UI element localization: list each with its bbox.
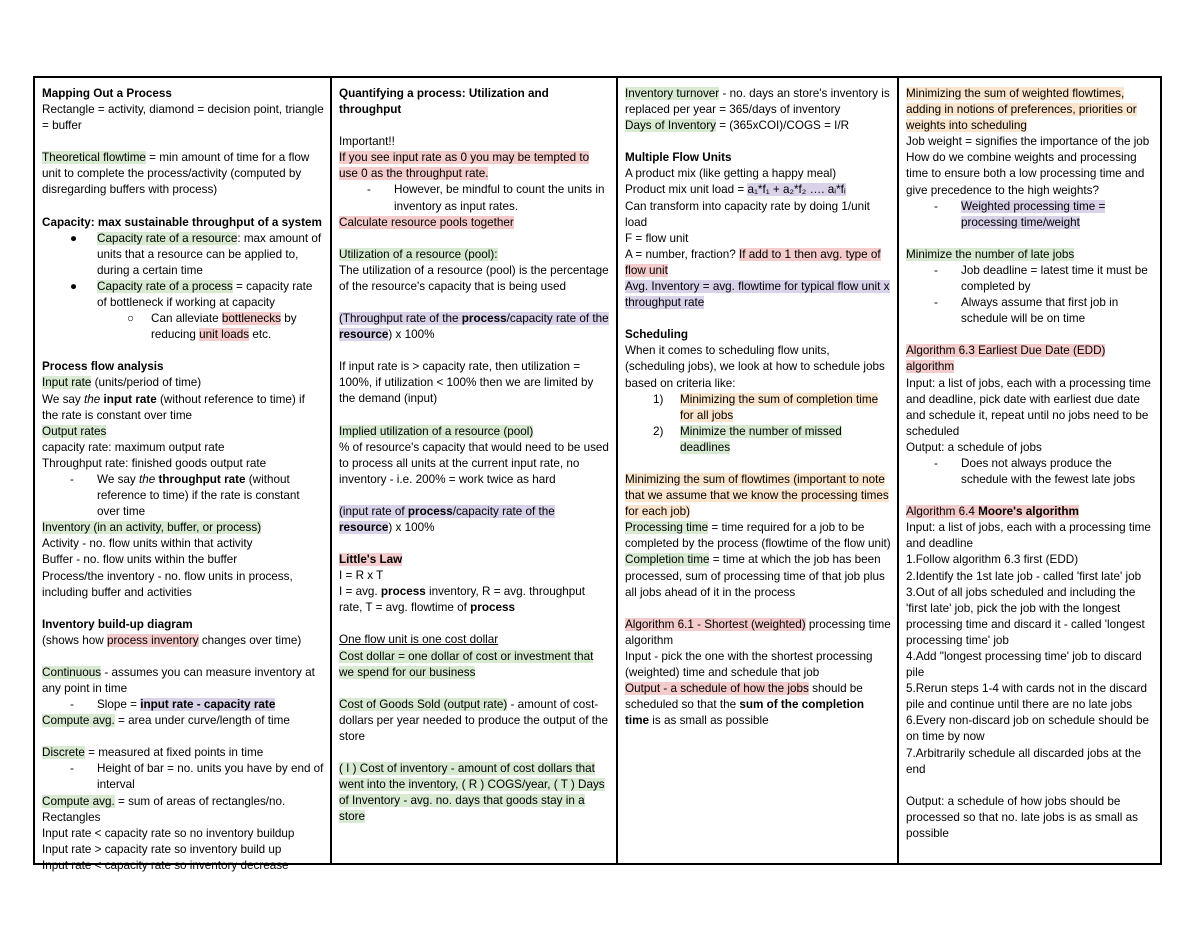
resource-pools-note: Calculate resource pools together [339,215,514,229]
list-item: ○ Can alleviate bottlenecks by reducing unit loads etc. [127,312,297,342]
edd-list [906,456,1154,488]
algorithm-6-4-output: Output: a schedule of how jobs should be processed so that no. late jobs is as small as possible [906,794,1138,840]
capacity-heading: Capacity: max sustainable throughput of a system [42,215,322,229]
cogs-def: Cost of Goods Sold (output rate) - amount of cost-dollars per year needed to produce the output of the store [339,697,609,743]
capacity-rate-def: capacity rate: maximum output rate [42,440,225,454]
list-item: - Height of bar = no. units you have by end of interval [70,762,324,792]
column-process-mapping [35,78,330,872]
throughput-list [42,472,324,520]
utilization-limit-note: If input rate is > capacity rate, then utilization = 100%, if utilization < 100% then we are limited by the demand (input) [339,360,594,406]
list-item: - Does not always produce the schedule with the fewest late jobs [934,456,1136,487]
avg-inventory-def: Avg. Inventory = avg. flowtime for typical flow unit x throughput rate [625,280,890,310]
product-mix-unit-load: Product mix unit load = a₁*f₁ + a₂*f₂ …. aᵢ*fᵢ [625,183,846,197]
moore-step-5: 5.Rerun steps 1-4 with cards not in the discard pile and continue until there are no late jobs [906,682,1148,712]
important-label: Important!! [339,135,395,149]
theoretical-flowtime-def: Theoretical flowtime = min amount of time for a flow unit to complete the process/activity (computed by disregarding buffers with process) [42,151,310,197]
column-utilization [330,78,616,863]
list-item: 2) Minimize the number of missed deadlines [653,424,842,454]
algorithm-6-3-output: Output: a schedule of jobs [906,440,1042,454]
algorithm-6-3-input: Input: a list of jobs, each with a processing time and deadline, pick date with earliest due date and schedule it, repeat until no jobs need to be scheduled [906,376,1151,438]
dash-icon: - [934,296,938,310]
capacity-list [42,231,324,344]
min-weighted-flowtimes: Minimizing the sum of weighted flowtimes, adding in notions of preferences, priorities or weights into scheduling [906,87,1137,133]
dash-icon: - [70,472,74,486]
list-number: 2) [653,424,664,438]
list-item: - Always assume that first job in schedule will be on time [934,296,1119,326]
processing-time-def: Processing time = time required for a job to be completed by the process (flowtime of the flow unit) [625,521,891,551]
warning-note: If you see input rate as 0 you may be tempted to use 0 as the throughput rate. [339,151,590,181]
inventory-turnover-def: Inventory turnover - no. days an store's inventory is replaced per year = 365/days of inventory [625,87,890,117]
algorithm-6-4: Algorithm 6.4 Moore's algorithm [906,505,1079,519]
dash-icon: - [367,183,371,197]
dash-icon: - [934,456,938,470]
activity-def: Activity - no. flow units within that activity [42,537,253,551]
late-jobs-list [906,263,1154,327]
bullet-icon: ● [70,231,78,245]
input-rate-note: We say the input rate (without reference to time) if the rate is constant over time [42,392,305,422]
scheduling-intro: When it comes to scheduling flow units, (scheduling jobs), we look at how to schedule jobs based on criteria like: [625,344,885,390]
weighted-list [906,199,1154,231]
utilization-label: Utilization of a resource (pool): [339,247,498,261]
discrete-def: Discrete = measured at fixed points in time [42,746,264,760]
days-of-inventory-def: Days of Inventory = (365xCOI)/COGS = I/R [625,119,850,133]
algorithm-6-1: Algorithm 6.1 - Shortest (weighted) processing time algorithm [625,617,891,647]
algorithm-6-1-output: Output - a schedule of how the jobs should be scheduled so that the sum of the completion time is as small as possible [625,682,865,728]
heading-mapping: Mapping Out a Process [42,87,172,100]
littles-law-terms: ( I ) Cost of inventory - amount of cost dollars that went into the inventory, ( R ) COGS/year, ( T ) Days of Inventory - avg. no. days that goods stay in a store [339,762,605,824]
list-number: 1) [653,392,664,406]
implied-utilization-def: % of resource's capacity that would need to be used to process all units at the current input rate, no inventory - i.e. 200% = work twice as hard [339,440,609,486]
input-rate-def: Input rate (units/period of time) [42,376,202,390]
algorithm-6-4-input: Input: a list of jobs, each with a processing time and deadline [906,521,1151,551]
process-inventory-def: Process/the inventory - no. flow units in process, including buffer and activities [42,569,293,599]
transform-note: Can transform into capacity rate by doing 1/unit load [625,199,870,229]
dash-icon: - [934,263,938,277]
discrete-list [42,761,324,793]
output-rates-label: Output rates [42,424,107,438]
list-item: - We say the throughput rate (without reference to time) if the rate is constant over time [70,472,300,519]
rate-rule-3: Input rate < capacity rate so inventory decrease [42,858,289,872]
list-item: 1) Minimizing the sum of completion time for all jobs [653,392,879,422]
list-item: ● Capacity rate of a process = capacity rate of bottleneck if working at capacity [70,279,313,310]
littles-law-heading: Little's Law [339,553,403,567]
littles-law-def: I = avg. process inventory, R = avg. throughput rate, T = avg. flowtime of process [339,585,586,615]
utilization-formula: (Throughput rate of the process/capacity rate of the resource) x 100% [339,312,609,342]
inventory-label: Inventory (in an activity, buffer, or process) [42,521,262,535]
moore-step-6: 6.Every non-discard job on schedule should be on time by now [906,714,1149,744]
list-item: - Weighted processing time = processing time/weight [934,199,1106,229]
moore-step-4: 4.Add "longest processing time' job to discard pile [906,650,1142,680]
algorithm-6-3: Algorithm 6.3 Earliest Due Date (EDD) algorithm [906,344,1106,374]
continuous-def: Continuous - assumes you can measure inventory at any point in time [42,665,315,695]
a-def: A = number, fraction? If add to 1 then avg. type of flow unit [625,247,881,277]
cheat-sheet [33,76,1162,872]
bullet-icon: ● [70,279,78,293]
inventory-diagram-desc: (shows how process inventory changes over time) [42,633,302,647]
rate-rule-1: Input rate < capacity rate so no inventory buildup [42,826,295,840]
moore-step-3: 3.Out of all jobs scheduled and including the 'first late' job, pick the job with the longest processing time and discard it - called 'longest processing time' job [906,585,1145,647]
criteria-list [625,392,891,456]
utilization-def: The utilization of a resource (pool) is the percentage of the resource's capacity that is being used [339,263,609,293]
compute-avg-continuous: Compute avg. = area under curve/length of time [42,714,290,728]
list-item: - However, be mindful to count the units in inventory as input rates. [367,183,605,213]
littles-law-equation: I = R x T [339,569,384,583]
job-weight-def: Job weight = signifies the importance of the job [906,135,1150,149]
f-def: F = flow unit [625,231,689,245]
column-weighted-scheduling [897,78,1160,863]
multiple-flow-units-heading: Multiple Flow Units [625,151,732,165]
cost-dollar-def: Cost dollar = one dollar of cost or investment that we spend for our business [339,649,594,679]
throughput-rate-def: Throughput rate: finished goods output rate [42,456,267,470]
list-item: - Job deadline = latest time it must be completed by [934,263,1148,294]
moore-step-1: 1.Follow algorithm 6.3 first (EDD) [906,553,1079,567]
moore-step-7: 7.Arbitrarily schedule all discarded jobs at the end [906,746,1142,776]
combine-question: How do we combine weights and processing time to ensure both a low processing time and give precedence to the high weights? [906,151,1145,197]
list-item: ● Capacity rate of a resource: max amount of units that a resource can be applied to, during a certain time [70,231,322,277]
process-flow-heading: Process flow analysis [42,360,164,374]
scheduling-heading: Scheduling [625,328,688,342]
dash-icon: - [70,698,74,712]
implied-utilization-label: Implied utilization of a resource (pool) [339,424,534,438]
min-late-jobs: Minimize the number of late jobs [906,247,1075,261]
circle-bullet-icon: ○ [127,312,135,326]
dash-icon: - [70,762,74,776]
slope-list [42,697,324,713]
shape-legend: Rectangle = activity, diamond = decision point, triangle = buffer [42,103,324,133]
list-item: - Slope = input rate - capacity rate [42,697,324,713]
moore-step-2: 2.Identify the 1st late job - called 'first late' job [906,569,1142,583]
inventory-diagram-heading: Inventory build-up diagram [42,617,193,631]
rate-rule-2: Input rate > capacity rate so inventory build up [42,842,282,856]
min-sum-flowtimes: Minimizing the sum of flowtimes (important to note that we assume that we know the processing times for each job) [625,472,889,519]
dash-icon: - [934,199,938,213]
algorithm-6-1-input: Input - pick the one with the shortest processing (weighted) time and schedule that job [625,649,873,679]
column-scheduling [616,78,897,863]
product-mix-def: A product mix (like getting a happy meal) [625,167,837,181]
completion-time-def: Completion time = time at which the job has been processed, sum of processing time of that job plus all jobs ahead of it in the process [625,553,885,599]
heading-quantifying: Quantifying a process: Utilization and throughput [339,87,549,117]
buffer-def: Buffer - no. flow units within the buffer [42,553,238,567]
warning-list [339,182,610,214]
compute-avg-discrete: Compute avg. = sum of areas of rectangles/no. Rectangles [42,794,286,824]
implied-utilization-formula: (input rate of process/capacity rate of the resource) x 100% [339,504,555,534]
flow-unit-note: One flow unit is one cost dollar [339,633,499,647]
